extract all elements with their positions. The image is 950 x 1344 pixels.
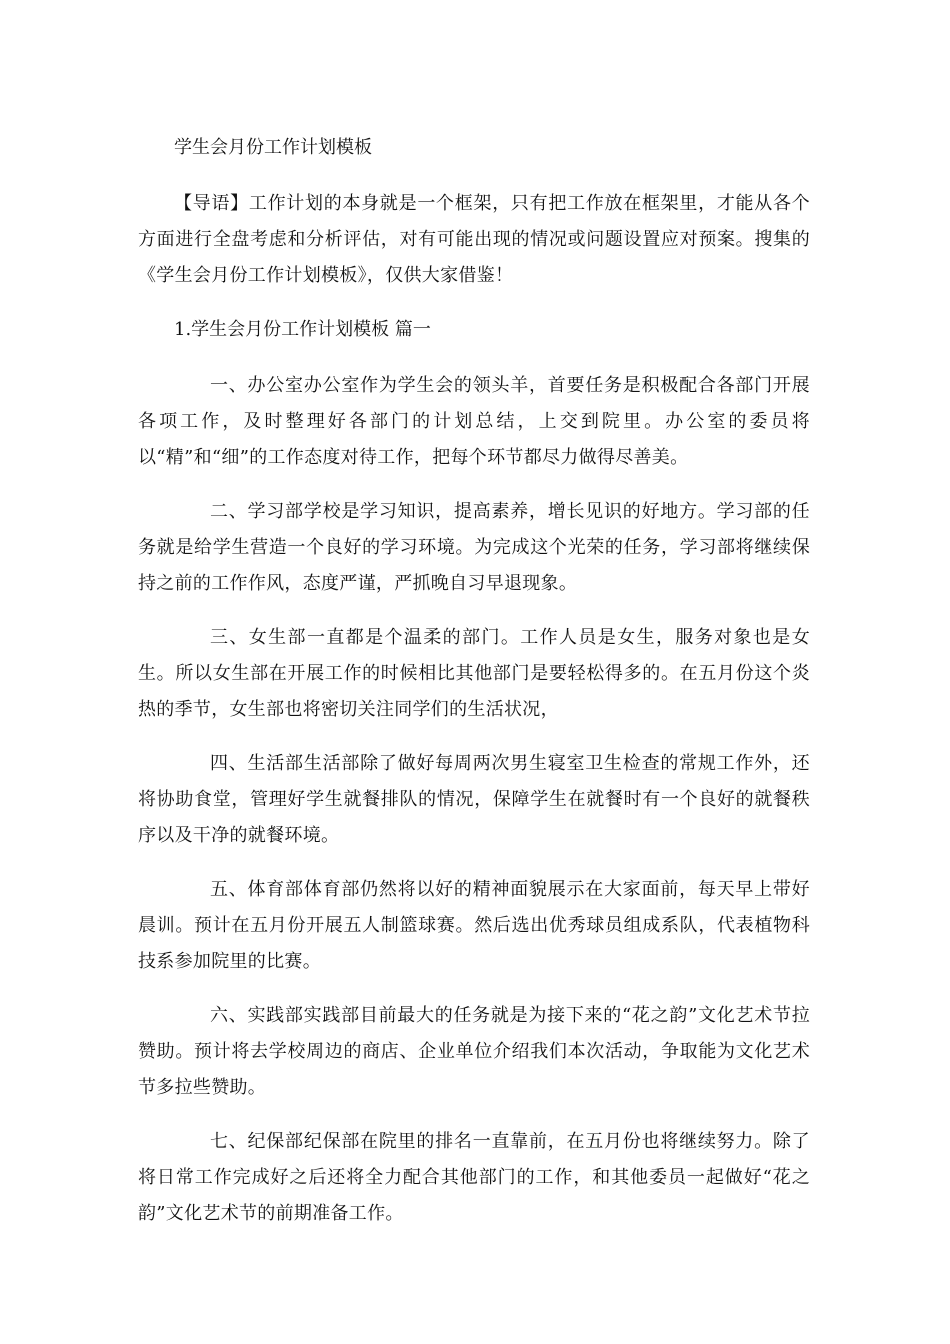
paragraph-office: 一、办公室办公室作为学生会的领头羊，首要任务是积极配合各部门开展各项工作，及时整理好各部门的计划总结，上交到院里。办公室的委员将以“精”和“细”的工作态度对待工作，把每个环节都尽力做得尽善美。 — [138, 375, 810, 468]
paragraph-practice: 六、实践部实践部目前最大的任务就是为接下来的“花之韵”文化艺术节拉赞助。预计将去学校周边的商店、企业单位介绍我们本次活动，争取能为文化艺术节多拉些赞助。 — [138, 1005, 810, 1098]
paragraph-female: 三、女生部一直都是个温柔的部门。工作人员是女生，服务对象也是女生。所以女生部在开展工作的时候相比其他部门是要轻松得多的。在五月份这个炎热的季节，女生部也将密切关注同学们的生活状况， — [138, 627, 810, 720]
paragraph-sports: 五、体育部体育部仍然将以好的精神面貌展示在大家面前，每天早上带好晨训。预计在五月份开展五人制篮球赛。然后选出优秀球员组成系队，代表植物科技系参加院里的比赛。 — [138, 879, 810, 972]
document-title: 学生会月份工作计划模板 — [174, 137, 372, 158]
paragraph-discipline: 七、纪保部纪保部在院里的排名一直靠前，在五月份也将继续努力。除了将日常工作完成好之后还将全力配合其他部门的工作，和其他委员一起做好“花之韵”文化艺术节的前期准备工作。 — [138, 1131, 810, 1224]
intro-paragraph: 【导语】工作计划的本身就是一个框架，只有把工作放在框架里，才能从各个方面进行全盘考虑和分析评估，对有可能出现的情况或问题设置应对预案。搜集的《学生会月份工作计划模板》，仅供大家借鉴！ — [138, 193, 810, 286]
paragraph-study: 二、学习部学校是学习知识，提高素养，增长见识的好地方。学习部的任务就是给学生营造一个良好的学习环境。为完成这个光荣的任务，学习部将继续保持之前的工作作风，态度严谨，严抓晚自习早退现象。 — [138, 501, 810, 594]
paragraph-life: 四、生活部生活部除了做好每周两次男生寝室卫生检查的常规工作外，还将协助食堂，管理好学生就餐排队的情况，保障学生在就餐时有一个良好的就餐秩序以及干净的就餐环境。 — [138, 753, 810, 846]
document-page — [138, 128, 810, 1250]
section-heading: 1.学生会月份工作计划模板 篇一 — [174, 319, 431, 340]
